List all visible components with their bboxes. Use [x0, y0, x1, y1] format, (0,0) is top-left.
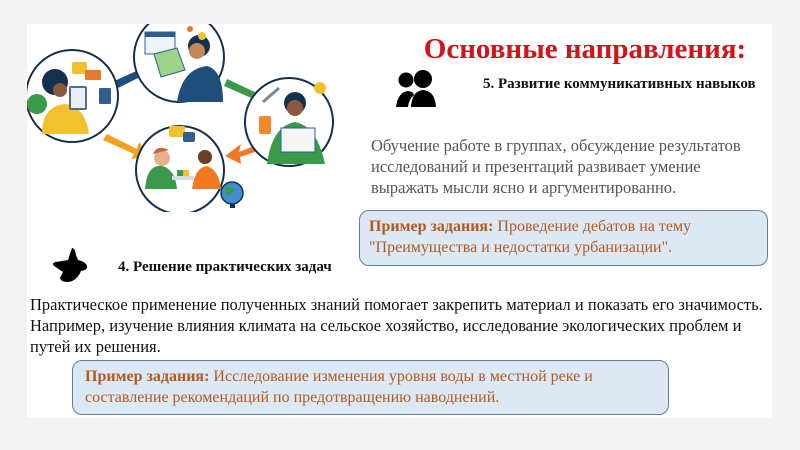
section-4-heading: 4. Решение практических задач: [118, 259, 332, 275]
scene-people-collaborating: [136, 126, 224, 212]
page-title: Основные направления:: [423, 33, 747, 65]
example-text: Проведение дебатов на тему "Преимущества и недостатки урбанизации".: [369, 218, 692, 256]
section-4-body: Практическое применение полученных знаний помогает закрепить материал и показать его значимость. Например, изучение влияния климата на сельское хозяйство, исследование экологических проблем и путей их решения.: [30, 295, 763, 356]
scene-man-with-map: [134, 24, 224, 102]
section-5-example-box: [359, 210, 768, 266]
scene-woman-with-book: [245, 78, 333, 166]
star-icon: [50, 246, 90, 284]
section-4-example-box: [72, 360, 669, 415]
example-label: Пример задания:: [85, 368, 210, 385]
slide: [27, 24, 772, 418]
scene-woman-with-tablet: [27, 50, 118, 142]
section-5-heading: 5. Развитие коммуникативных навыков: [483, 76, 756, 92]
example-text: Исследование изменения уровня воды в местной реке и составление рекомендаций по предотвращению наводнений.: [85, 368, 593, 406]
learning-cycle-illustration: [27, 24, 357, 212]
example-label: Пример задания:: [369, 218, 494, 235]
section-5-body: Обучение работе в группах, обсуждение результатов исследований и презентаций развивает умение выражать мысли ясно и аргументированно.: [371, 136, 741, 197]
globe-icon: [221, 182, 243, 208]
people-icon: [394, 69, 438, 109]
